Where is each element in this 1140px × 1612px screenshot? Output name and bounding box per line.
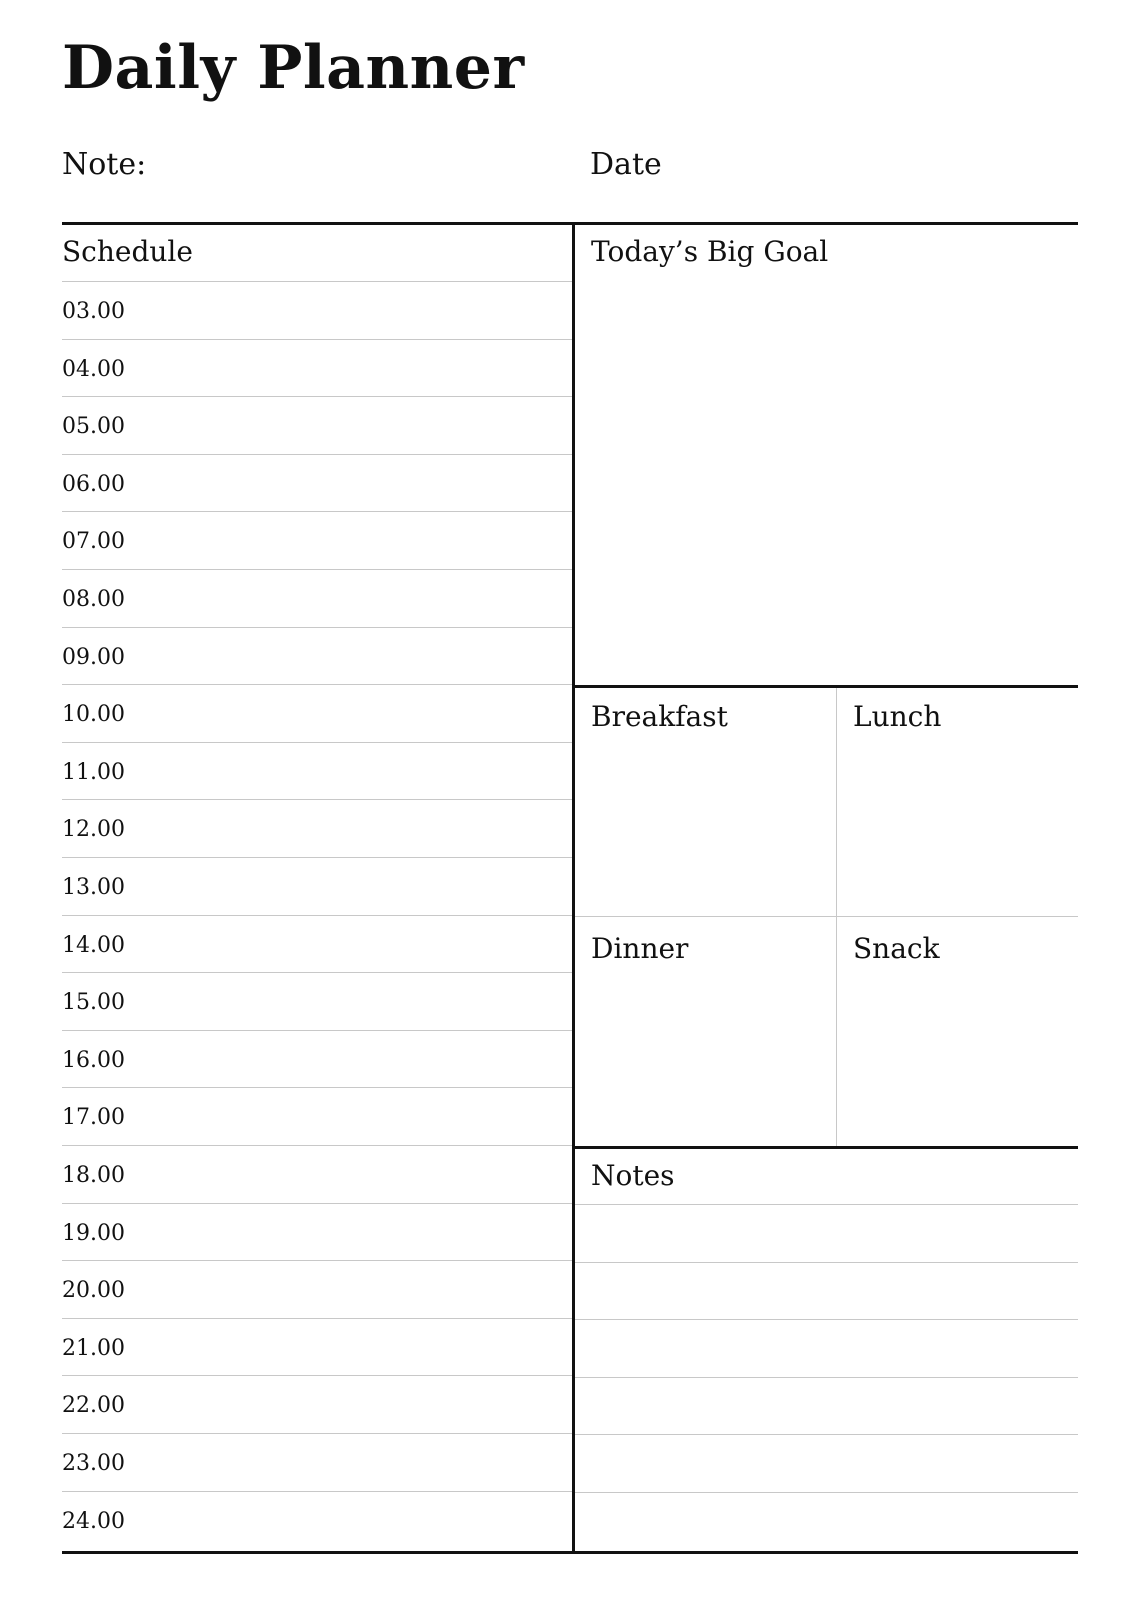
schedule-slot[interactable] <box>160 1320 568 1374</box>
schedule-row-divider <box>62 1145 572 1146</box>
dinner-label: Dinner <box>591 932 689 965</box>
schedule-slot[interactable] <box>160 341 568 395</box>
goal-meals-divider <box>574 685 1078 688</box>
schedule-row-divider <box>62 742 572 743</box>
page-title: Daily Planner <box>62 33 525 103</box>
top-border <box>62 222 1078 225</box>
schedule-slot[interactable] <box>160 1089 568 1143</box>
schedule-time: 13.00 <box>62 875 125 900</box>
meals-horizontal-divider <box>575 916 1078 917</box>
schedule-time: 15.00 <box>62 990 125 1016</box>
schedule-time: 16.00 <box>62 1047 125 1073</box>
schedule-row-divider <box>62 857 572 858</box>
schedule-time: 04.00 <box>62 356 125 382</box>
schedule-row-divider <box>62 281 572 282</box>
schedule-slot[interactable] <box>160 629 568 683</box>
schedule-row-divider <box>62 511 572 512</box>
schedule-row-divider <box>62 1491 572 1492</box>
schedule-slot[interactable] <box>160 917 568 971</box>
schedule-time: 20.00 <box>62 1278 125 1304</box>
schedule-row-divider <box>62 569 572 570</box>
schedule-slot[interactable] <box>160 801 568 855</box>
schedule-heading: Schedule <box>62 235 193 268</box>
schedule-row-divider <box>62 454 572 455</box>
schedule-time: 19.00 <box>62 1220 125 1246</box>
schedule-time: 12.00 <box>62 817 125 843</box>
breakfast-label: Breakfast <box>591 700 728 733</box>
schedule-slot[interactable] <box>160 571 568 625</box>
schedule-time: 09.00 <box>62 644 125 670</box>
meals-vertical-divider <box>836 688 837 1147</box>
schedule-slot[interactable] <box>160 1147 568 1201</box>
schedule-row-divider <box>62 1433 572 1434</box>
big-goal-area[interactable] <box>576 280 1076 683</box>
schedule-time: 06.00 <box>62 471 125 497</box>
notes-line-field[interactable] <box>578 1205 1076 1261</box>
schedule-time: 08.00 <box>62 587 125 612</box>
schedule-time: 10.00 <box>62 702 125 728</box>
schedule-slot[interactable] <box>160 398 568 452</box>
schedule-time: 23.00 <box>62 1451 125 1476</box>
schedule-row-divider <box>62 915 572 916</box>
schedule-row-divider <box>62 684 572 685</box>
schedule-time: 18.00 <box>62 1163 125 1188</box>
schedule-slot[interactable] <box>160 456 568 510</box>
schedule-slot[interactable] <box>160 1493 568 1547</box>
schedule-time: 14.00 <box>62 932 125 958</box>
date-label: Date <box>590 147 662 182</box>
schedule-row-divider <box>62 1203 572 1204</box>
notes-line-field[interactable] <box>578 1378 1076 1434</box>
schedule-slot[interactable] <box>160 1377 568 1431</box>
note-label: Note: <box>62 147 147 182</box>
schedule-row-divider <box>62 1030 572 1031</box>
schedule-slot[interactable] <box>160 283 568 337</box>
schedule-time: 03.00 <box>62 299 125 324</box>
schedule-time: 11.00 <box>62 759 125 785</box>
schedule-row-divider <box>62 1260 572 1261</box>
schedule-slot[interactable] <box>160 859 568 913</box>
schedule-row-divider <box>62 1087 572 1088</box>
notes-line-field[interactable] <box>578 1263 1076 1319</box>
meals-notes-divider <box>574 1146 1078 1149</box>
schedule-row-divider <box>62 1318 572 1319</box>
schedule-slot[interactable] <box>160 744 568 798</box>
schedule-time: 21.00 <box>62 1335 125 1361</box>
notes-line-field[interactable] <box>578 1320 1076 1376</box>
schedule-time: 07.00 <box>62 529 125 555</box>
schedule-row-divider <box>62 339 572 340</box>
schedule-slot[interactable] <box>160 1032 568 1086</box>
notes-line-field[interactable] <box>578 1435 1076 1491</box>
notes-heading: Notes <box>591 1159 675 1192</box>
schedule-slot[interactable] <box>160 1262 568 1316</box>
bottom-border <box>62 1551 1078 1554</box>
schedule-row-divider <box>62 972 572 973</box>
schedule-time: 22.00 <box>62 1393 125 1419</box>
lunch-label: Lunch <box>853 700 942 733</box>
schedule-slot[interactable] <box>160 513 568 567</box>
schedule-time: 24.00 <box>62 1508 125 1534</box>
schedule-slot[interactable] <box>160 1435 568 1489</box>
schedule-row-divider <box>62 396 572 397</box>
schedule-slot[interactable] <box>160 686 568 740</box>
schedule-slot[interactable] <box>160 974 568 1028</box>
notes-line-field[interactable] <box>578 1493 1076 1550</box>
schedule-time: 05.00 <box>62 414 125 440</box>
schedule-row-divider <box>62 1375 572 1376</box>
schedule-time: 17.00 <box>62 1105 125 1131</box>
big-goal-heading: Today’s Big Goal <box>591 235 829 268</box>
snack-label: Snack <box>853 932 940 965</box>
schedule-slot[interactable] <box>160 1205 568 1259</box>
schedule-row-divider <box>62 627 572 628</box>
schedule-row-divider <box>62 799 572 800</box>
center-divider <box>572 222 575 1554</box>
